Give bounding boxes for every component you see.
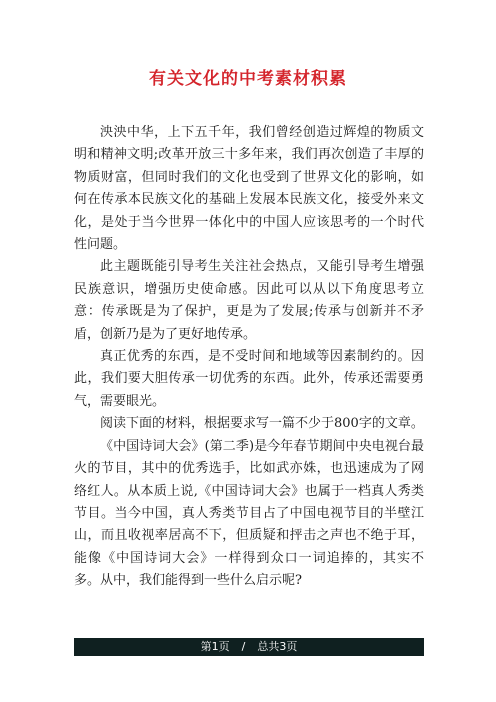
paragraph: 阅读下面的材料，根据要求写一篇不少于800字的文章。 <box>100 416 424 432</box>
page-total: 总共3页 <box>257 640 298 653</box>
paragraph: 真正优秀的东西，是不受时间和地域等因素制约的。因此，我们要大胆传承一切优秀的东西。此外，传承还需要勇气，需要眼光。 <box>74 349 424 409</box>
paragraph: 泱泱中华，上下五千年，我们曾经创造过辉煌的物质文明和精神文明;改革开放三十多年来，我们再次创造了丰厚的物质财富，但同时我们的文化也受到了世界文化的影响，如何在传承本民族文化的基础上发展本民族文化，接受外来文化，是处于当今世界一体化中的中国人应该思考的一个时代性问题。 <box>74 125 424 253</box>
paragraph: 此主题既能引导考生关注社会热点，又能引导考生增强民族意识，增强历史使命感。因此可以从以下角度思考立意：传承既是为了保护，更是为了发展;传承与创新并不矛盾，创新乃是为了更好地传承。 <box>74 259 424 342</box>
document-body <box>74 122 424 593</box>
paragraph: 《中国诗词大会》(第二季)是今年春节期间中央电视台最火的节目，其中的优秀选手，比如武亦姝，也迅速成为了网络红人。从本质上说,《中国诗词大会》也属于一档真人秀类节目。当今中国，真人秀类节目占了中国电视节目的半壁江山，而且收视率居高不下，但质疑和抨击之声也不绝于耳，能像《中国诗词大会》一样得到众口一词追捧的，其实不多。从中，我们能得到一些什么启示呢? <box>74 438 424 589</box>
page-title: 有关文化的中考素材积累 <box>149 69 347 89</box>
page-separator: / <box>241 640 246 653</box>
page-number: 第1页 <box>200 640 230 653</box>
page-footer <box>74 638 424 656</box>
